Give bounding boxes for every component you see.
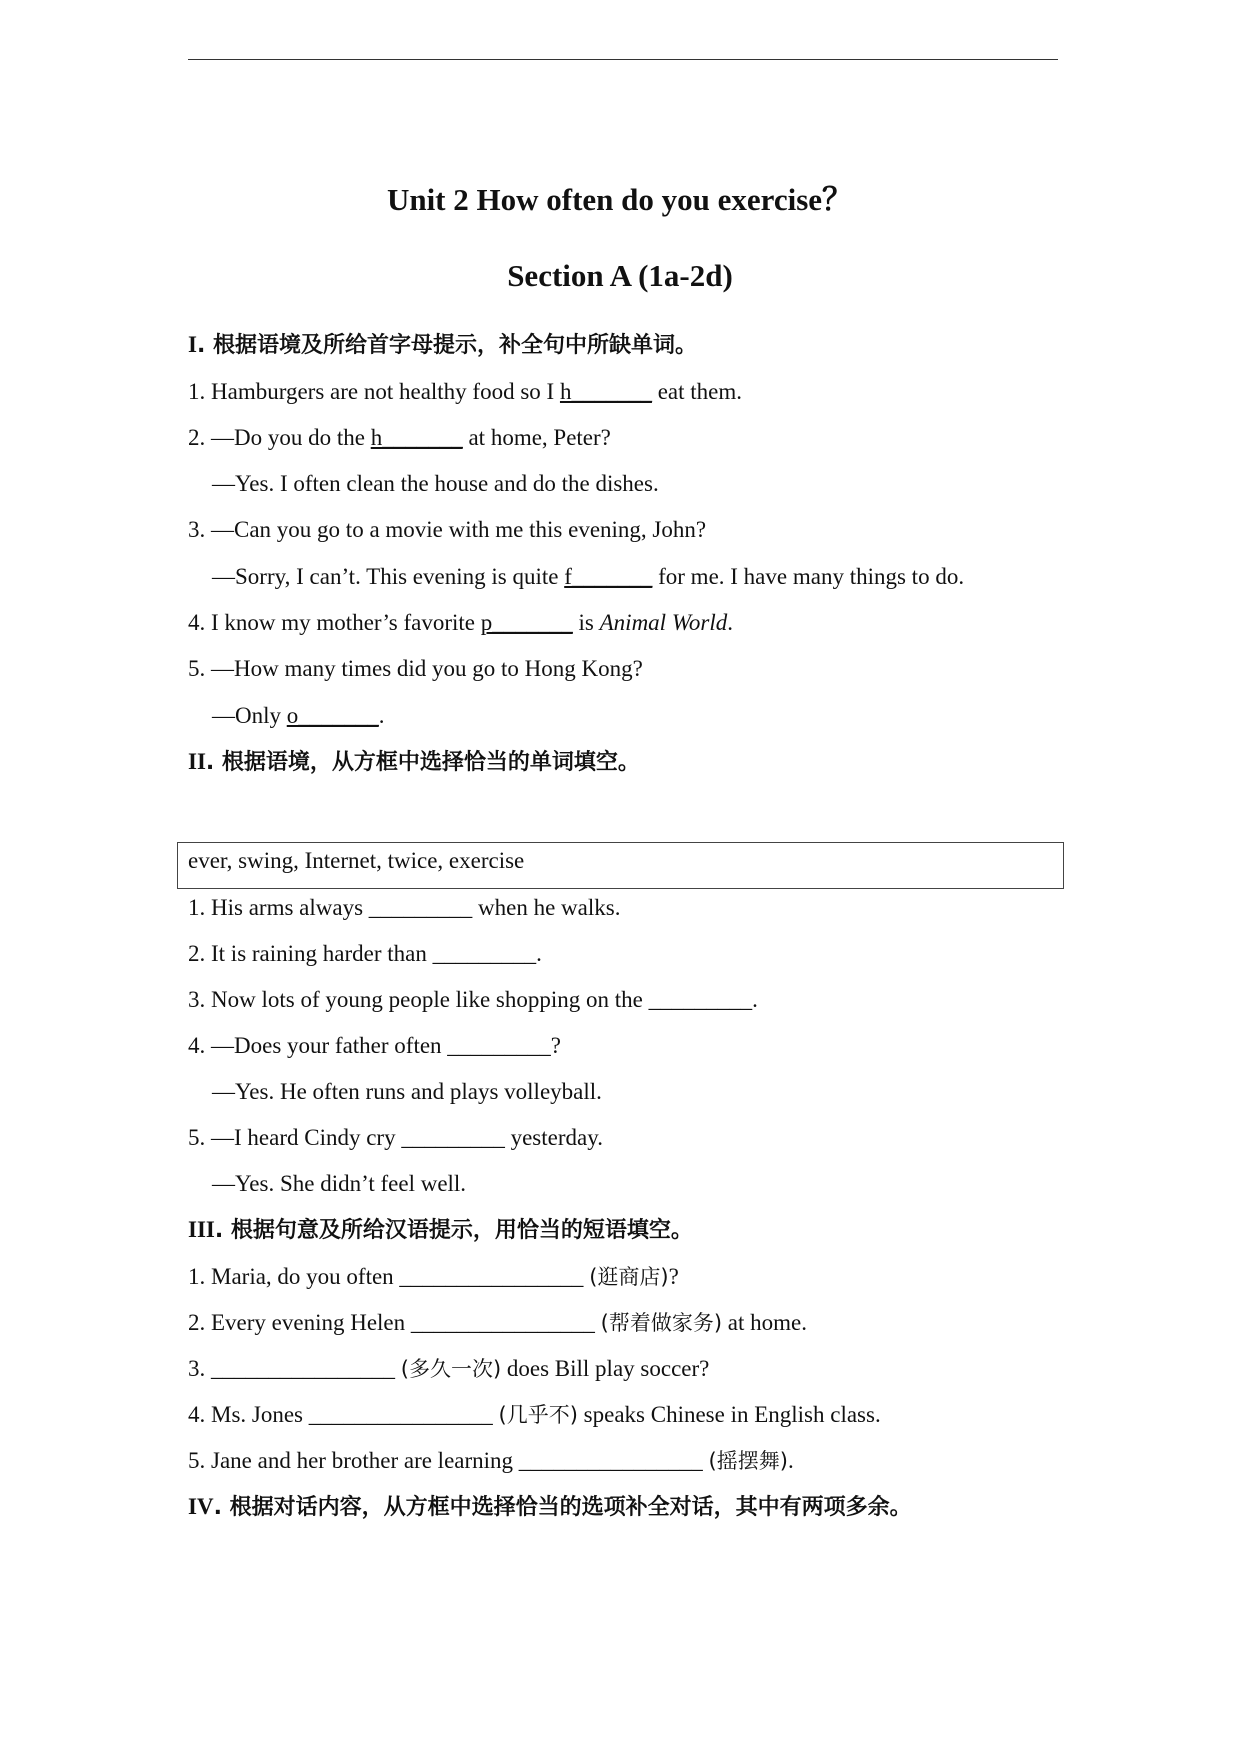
- q1-text-end: eat them.: [651, 379, 742, 404]
- answer-blank: o_______: [286, 703, 379, 728]
- word-box: [177, 842, 1064, 889]
- q4-text-end: speaks Chinese in English class.: [577, 1402, 881, 1427]
- part1-q3b: [212, 563, 964, 591]
- part4-heading-text: . 根据对话内容，从方框中选择恰当的选项补全对话，其中有两项多余。: [213, 1495, 912, 1520]
- answer-blank: p_______: [480, 610, 573, 635]
- part1-heading-text: . 根据语境及所给首字母提示，补全句中所缺单词。: [196, 333, 697, 358]
- answer-blank: h_______: [370, 425, 463, 450]
- part1-q3a: 3. —Can you go to a movie with me this evening, John?: [188, 517, 707, 542]
- q3-text: 3. ________________: [188, 1356, 401, 1381]
- part2-heading: [188, 748, 640, 777]
- part3-q4: [188, 1401, 881, 1429]
- part1-q5a: 5. —How many times did you go to Hong Kong?: [188, 656, 643, 681]
- part2-heading-text: . 根据语境，从方框中选择恰当的单词填空。: [205, 750, 640, 775]
- part2-q5b: —Yes. She didn’t feel well.: [212, 1171, 467, 1196]
- q3-text-end: for me. I have many things to do.: [652, 564, 965, 589]
- chinese-hint: (摇摆舞): [708, 1449, 788, 1473]
- q2-text: 2. Every evening Helen ________________: [188, 1310, 601, 1335]
- part3-q1: [188, 1263, 679, 1291]
- q4-text: 4. I know my mother’s favorite: [188, 610, 481, 635]
- q4-italic-title: Animal World: [599, 610, 728, 635]
- q4-text-mid: is: [572, 610, 600, 635]
- page-title: Unit 2 How often do you exercise？: [386, 182, 854, 217]
- part2-q5a: 5. —I heard Cindy cry _________ yesterday.: [188, 1125, 603, 1150]
- q2-text-end: at home.: [722, 1310, 807, 1335]
- part3-q3: [188, 1355, 709, 1383]
- part4-heading: [188, 1493, 912, 1522]
- q4-text-end: .: [727, 610, 733, 635]
- q1-text-end: ?: [668, 1264, 679, 1289]
- answer-blank: f_______: [564, 564, 653, 589]
- chinese-hint: (帮着做家务): [600, 1311, 723, 1335]
- part3-q2: [188, 1309, 807, 1337]
- word-box-text: ever, swing, Internet, twice, exercise: [188, 848, 525, 873]
- chinese-hint: (逛商店): [589, 1265, 669, 1289]
- part2-q4a: 4. —Does your father often _________?: [188, 1033, 562, 1058]
- part1-heading: [188, 331, 697, 360]
- part3-heading-text: . 根据句意及所给汉语提示，用恰当的短语填空。: [214, 1218, 693, 1243]
- q5-text-end: .: [787, 1448, 794, 1473]
- part3-number: III: [188, 1217, 215, 1242]
- part1-q5b: [212, 702, 385, 730]
- q5-text: —Only: [212, 703, 287, 728]
- part2-number: II: [188, 749, 206, 774]
- q3-text-end: does Bill play soccer?: [501, 1356, 710, 1381]
- part3-q5: [188, 1447, 794, 1475]
- q4-text: 4. Ms. Jones ________________: [188, 1402, 499, 1427]
- chinese-hint: (几乎不): [498, 1403, 578, 1427]
- part4-number: IV: [188, 1494, 214, 1519]
- q2-text-end: at home, Peter?: [462, 425, 611, 450]
- part2-q2: 2. It is raining harder than _________.: [188, 941, 542, 966]
- part2-q1: 1. His arms always _________ when he walks.: [188, 895, 621, 920]
- part1-number: I: [188, 332, 197, 357]
- part2-q3: 3. Now lots of young people like shopping on the _________.: [188, 987, 758, 1012]
- part2-q4b: —Yes. He often runs and plays volleyball.: [212, 1079, 602, 1104]
- q5-text: 5. Jane and her brother are learning ________________: [188, 1448, 709, 1473]
- q5-text-end: .: [378, 703, 385, 728]
- part1-q2a: [188, 424, 611, 452]
- header-rule: [188, 59, 1058, 60]
- chinese-hint: (多久一次): [400, 1357, 502, 1381]
- q2-text: 2. —Do you do the: [188, 425, 371, 450]
- q1-text: 1. Hamburgers are not healthy food so I: [188, 379, 560, 404]
- page-subtitle: Section A (1a-2d): [507, 258, 733, 293]
- part1-q1: [188, 378, 742, 406]
- answer-blank: h_______: [559, 379, 652, 404]
- q3-text: —Sorry, I can’t. This evening is quite: [212, 564, 565, 589]
- q1-text: 1. Maria, do you often ________________: [188, 1264, 590, 1289]
- part1-q4: [188, 609, 733, 637]
- part3-heading: [188, 1216, 693, 1245]
- part1-q2b: —Yes. I often clean the house and do the dishes.: [212, 471, 659, 496]
